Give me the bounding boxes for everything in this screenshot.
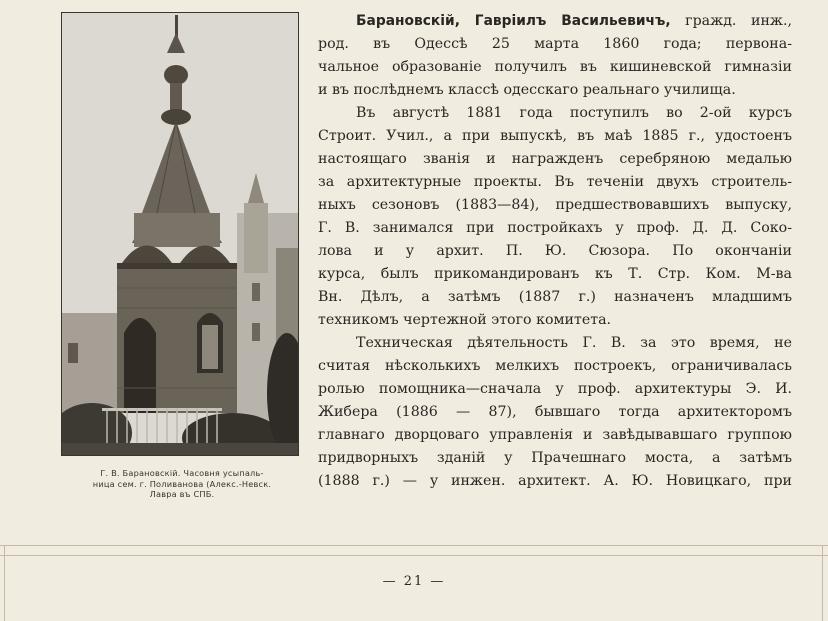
entry-text-line: ныхъ сезоновъ (1883—84), предшествовавшихъ выпуску, — [318, 197, 792, 213]
entry-text-line: считая нѣсколькихъ мелкихъ построекъ, ограничивалась — [318, 358, 792, 374]
entry-text-line: Вн. Дѣлъ, а затѣмъ (1887 г.) назначенъ младшимъ — [318, 289, 792, 305]
entry-name: Барановскій, Гавріилъ Васильевичъ, — [356, 13, 671, 29]
caption-line: Лавра въ СПБ. — [149, 489, 215, 499]
entry-text-line: за архитектурные проекты. Въ теченіи двухъ строитель- — [318, 174, 792, 190]
entry-text-line: чальное образованіе получилъ въ кишиневской гимназіи — [318, 59, 792, 75]
entry-text-line: ролью помощника—сначала у проф. архитектуры Э. И. — [318, 381, 792, 397]
entry-text-line: техникомъ чертежной этого комитета. — [318, 312, 612, 328]
page-number: — 21 — — [382, 574, 446, 589]
caption-line: ница сем. г. Поливанова (Алекс.-Невск. — [92, 478, 272, 489]
entry-text-line: главнаго дворцоваго управленія и завѣдывавшаго группою — [318, 427, 792, 443]
biography-entry — [318, 10, 792, 493]
chapel-photograph — [61, 12, 299, 456]
entry-text-line: Въ августѣ 1881 года поступилъ во 2-ой курсъ — [356, 105, 792, 121]
bottom-frame-rule — [0, 545, 828, 546]
entry-first-line — [318, 10, 792, 33]
bottom-frame-rule-inner — [0, 555, 828, 556]
entry-text-line: Техническая дѣятельность Г. В. за это время, не — [356, 335, 792, 351]
chapel-illustration — [62, 13, 298, 455]
entry-text-line: Г. В. занимался при постройкахъ у проф. Д. Д. Соко- — [318, 220, 792, 236]
entry-text-line: род. въ Одессѣ 25 марта 1860 года; первона- — [318, 36, 792, 52]
entry-text-line: (1888 г.) — у инжен. архитект. А. Ю. Новицкаго, при — [318, 473, 792, 489]
entry-text-line: лова и у архит. П. Ю. Сюзора. По окончаніи — [318, 243, 792, 259]
entry-text-line: и въ послѣднемъ классѣ одесскаго реальнаго училища. — [318, 82, 736, 98]
entry-text-line: гражд. инж., — [685, 13, 792, 29]
entry-text-line: Жибера (1886 — 87), бывшаго тогда архитекторомъ — [318, 404, 792, 420]
entry-text-line: настоящаго званія и награжденъ серебряною медалью — [318, 151, 792, 167]
entry-text-line: курса, былъ прикомандированъ къ Т. Стр. Ком. М-ва — [318, 266, 792, 282]
caption-line: Г. В. Барановскій. Часовня усыпаль- — [100, 468, 264, 478]
entry-text-line: Строит. Учил., а при выпускѣ, въ маѣ 1885 г., удостоенъ — [318, 128, 792, 144]
entry-text-line: придворныхъ зданій у Прачешнаго моста, а затѣмъ — [318, 450, 792, 466]
photo-caption — [52, 468, 312, 500]
